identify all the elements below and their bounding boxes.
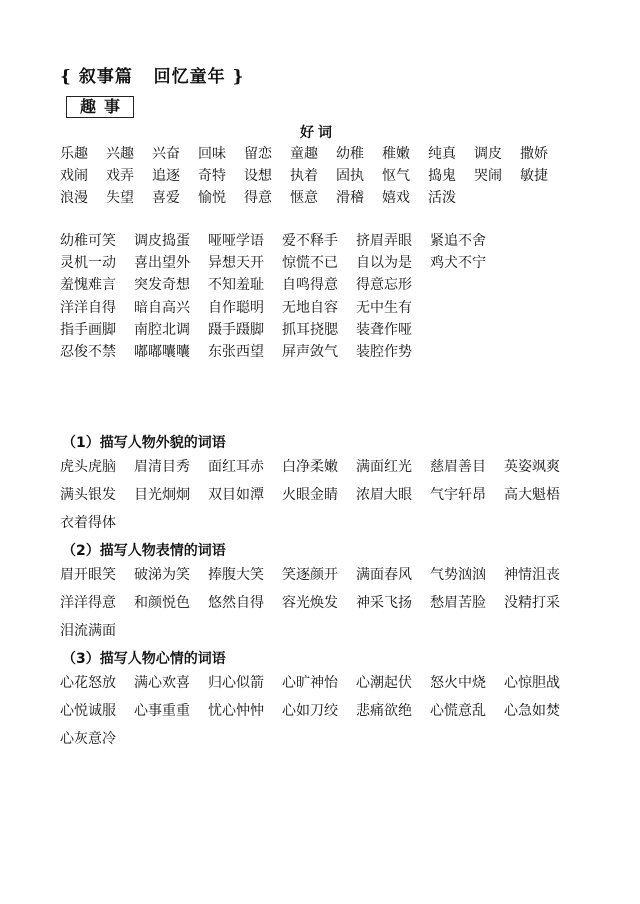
word-item: 自鸣得意 [282,277,338,294]
section-heading: （2）描写人物表情的词语 [62,543,226,559]
word-item: 戏闹 [60,168,88,184]
word-item: 纯真 [428,146,456,162]
word-item: 蹑手蹑脚 [208,321,264,338]
word-item: 得意 [244,190,272,206]
word-item: 异想天开 [208,255,264,272]
word-item: 无中生有 [356,299,412,316]
word-item: 稚嫩 [382,146,410,162]
word-item: 高大魁梧 [504,487,560,503]
word-item: 怄气 [382,168,410,184]
word-item: 气势汹汹 [430,567,486,583]
word-item: 洋洋自得 [60,299,116,316]
word-item: 心惊胆战 [504,675,560,691]
word-item: 幼稚可笑 [60,233,116,249]
word-item: 撒娇 [520,146,548,162]
word-item: 满面春风 [356,567,412,583]
word-item: 心旷神怡 [282,675,338,691]
word-item: 浓眉大眼 [356,487,412,503]
word-item: 忍俊不禁 [60,344,116,360]
word-item: 爱不释手 [282,233,338,249]
word-item: 挤眉弄眼 [356,233,412,249]
word-item: 固执 [336,168,364,184]
word-item: 活泼 [428,190,456,206]
word-item: 留恋 [244,146,272,162]
section-heading: （3）描写人物心情的词语 [62,651,226,667]
word-item: 奇特 [198,168,226,184]
section-heading: （1）描写人物外貌的词语 [62,435,226,451]
word-item: 眉清目秀 [134,459,190,475]
word-item: 调皮捣蛋 [134,233,190,249]
word-item: 心如刀绞 [282,703,338,719]
word-item: 装聋作哑 [356,321,412,338]
word-item: 虎头虎脑 [60,459,116,475]
good-words-label: 好词 [300,125,336,141]
word-item: 灵机一动 [60,255,116,272]
word-item: 乐趣 [60,146,88,162]
word-item: 嬉戏 [382,190,410,206]
word-item: 心急如焚 [504,703,560,719]
word-item: 戏弄 [106,168,134,184]
word-item: 悲痛欲绝 [356,703,412,719]
word-item: 指手画脚 [60,321,116,338]
word-item: 神情沮丧 [504,567,560,583]
word-item: 英姿飒爽 [504,459,560,475]
word-item: 心悦诚服 [60,703,116,719]
word-item: 回味 [198,146,226,162]
word-item: 心慌意乱 [430,703,486,719]
word-item: 喜出望外 [134,255,190,272]
word-item: 心灰意冷 [60,731,116,747]
word-item: 哭闹 [474,168,502,184]
word-item: 慈眉善目 [430,459,486,475]
word-item: 满心欢喜 [134,675,190,691]
section-box-heading: 趣事 [66,96,134,118]
word-item: 洋洋得意 [60,595,116,611]
word-item: 哑哑学语 [208,233,264,249]
word-item: 白净柔嫩 [282,459,338,475]
word-item: 破涕为笑 [134,567,190,583]
word-item: 双目如潭 [208,487,264,503]
word-item: 气宇轩昂 [430,487,486,503]
word-item: 失望 [106,190,134,206]
word-item: 无地自容 [282,299,338,316]
word-item: 鸡犬不宁 [430,255,486,272]
word-item: 南腔北调 [134,321,190,338]
word-item: 紧追不舍 [430,233,486,249]
word-item: 心花怒放 [60,675,116,691]
word-item: 和颜悦色 [134,595,190,611]
word-item: 捧腹大笑 [208,567,264,583]
word-item: 容光焕发 [282,595,338,611]
word-item: 愉悦 [198,190,226,206]
word-item: 调皮 [474,146,502,162]
word-item: 神采飞扬 [356,595,412,611]
word-item: 眉开眼笑 [60,567,116,583]
word-item: 惊慌不已 [282,255,338,272]
word-item: 羞愧难言 [60,277,116,294]
word-item: 满头银发 [60,487,116,503]
page-title: { 叙事篇 回忆童年 } [60,67,245,87]
word-item: 忧心忡忡 [208,703,264,719]
word-item: 暗自高兴 [134,299,190,316]
word-item: 得意忘形 [356,277,412,294]
word-item: 兴奋 [152,146,180,162]
word-item: 浪漫 [60,190,88,206]
word-item: 泪流满面 [60,623,116,639]
word-item: 没精打采 [504,595,560,611]
word-item: 自作聪明 [208,299,264,316]
word-item: 自以为是 [356,255,412,272]
word-item: 设想 [244,168,272,184]
word-item: 笑逐颜开 [282,567,338,583]
word-item: 嘟嘟囔囔 [134,344,190,360]
word-item: 童趣 [290,146,318,162]
word-item: 目光炯炯 [134,487,190,503]
word-item: 追逐 [152,168,180,184]
word-item: 幼稚 [336,146,364,162]
word-item: 敏捷 [520,168,548,184]
word-item: 心潮起伏 [356,675,412,691]
word-item: 怒火中烧 [430,675,486,691]
word-item: 东张西望 [208,344,264,360]
word-item: 不知羞耻 [208,277,264,294]
word-item: 愁眉苦脸 [430,595,486,611]
word-item: 喜爱 [152,190,180,206]
word-item: 悠然自得 [208,595,264,611]
word-item: 心事重重 [134,703,190,719]
word-item: 衣着得体 [60,515,116,531]
word-item: 突发奇想 [134,277,190,294]
word-item: 装腔作势 [356,344,412,360]
word-item: 抓耳挠腮 [282,321,338,338]
word-item: 捣鬼 [428,168,456,184]
word-item: 滑稽 [336,190,364,206]
word-item: 惬意 [290,190,318,206]
word-item: 满面红光 [356,459,412,475]
word-item: 面红耳赤 [208,459,264,475]
word-item: 归心似箭 [208,675,264,691]
word-item: 执着 [290,168,318,184]
word-item: 兴趣 [106,146,134,162]
word-item: 火眼金睛 [282,487,338,503]
word-item: 屏声敛气 [282,344,338,360]
